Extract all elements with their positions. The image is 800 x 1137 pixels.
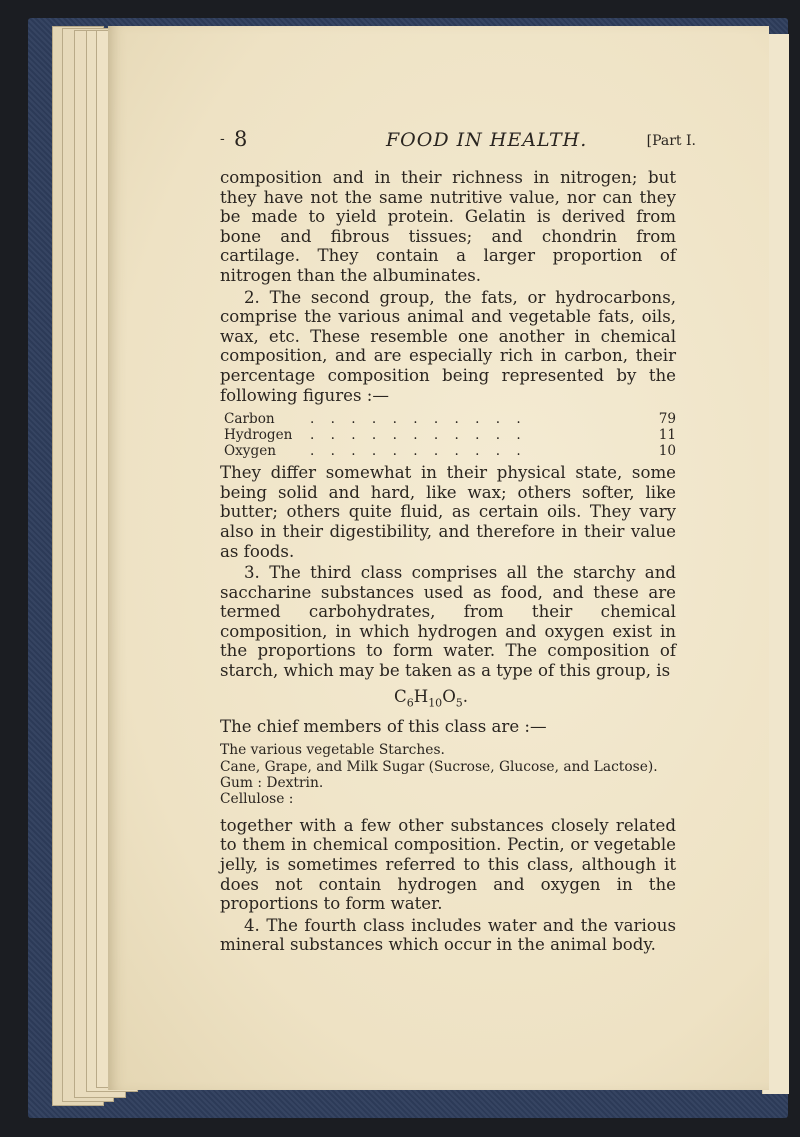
table-label: Carbon xyxy=(224,411,275,428)
table-value: 79 xyxy=(658,411,676,428)
list-item: The various vegetable Starches. xyxy=(220,742,445,759)
leader-dots: . . . . . . . . . . . xyxy=(310,443,527,460)
formula-part: H xyxy=(413,686,429,706)
table-label: Hydrogen xyxy=(224,427,293,444)
list-item: Cellulose : xyxy=(220,791,294,808)
paragraph: The chief members of this class are :— xyxy=(220,716,547,736)
leader-dots: . . . . . . . . . . . xyxy=(310,427,527,444)
paragraph: 4. The fourth class includes water and the various mineral substances which occur in the animal body. xyxy=(220,915,676,955)
table-value: 11 xyxy=(658,427,676,444)
paragraph: composition and in their richness in nitrogen; but they have not the same nutritive value, nor can they be made to yield protein. Gelatin is derived from bone and fibrous tissues; and chondrin from cartilage. They contain a larger proportion of nitrogen than the albuminates. xyxy=(220,168,676,285)
table-value: 10 xyxy=(658,443,676,460)
table-row xyxy=(224,411,676,427)
list-item: Gum : Dextrin. xyxy=(220,774,324,791)
paragraph: together with a few other substances closely related to them in chemical composition. Pectin, or vegetable jelly, is sometimes referred to this class, although it does not contain hydrogen and oxygen in the proportions to form water. xyxy=(220,815,676,914)
page-body xyxy=(220,168,676,955)
formula-part: O xyxy=(442,686,456,706)
paragraph: 2. The second group, the fats, or hydrocarbons, comprise the various animal and vegetable fats, oils, wax, etc. These resemble one another in chemical composition, and are especially rich in carbon, their percentage composition being represented by the following figures :— xyxy=(220,287,676,405)
leader-dots: . . . . . . . . . . . xyxy=(310,411,527,428)
running-title: FOOD IN HEALTH. xyxy=(386,129,588,151)
table-label: Oxygen xyxy=(224,443,276,460)
table-row xyxy=(224,443,676,459)
composition-table xyxy=(224,411,676,459)
part-label: [Part I. xyxy=(646,133,696,149)
formula-subscript: 10 xyxy=(428,695,443,709)
carbohydrate-list xyxy=(220,742,676,808)
starch-formula xyxy=(220,687,676,713)
page-number: 8 xyxy=(234,127,248,151)
paragraph: They differ somewhat in their physical state, some being solid and hard, like wax; others softer, like butter; others quite fluid, as certain oils. They vary also in their digestibility, and therefore in their value as foods. xyxy=(220,463,676,561)
table-row xyxy=(224,427,676,443)
formula-part: . xyxy=(462,686,469,706)
margin-mark: - xyxy=(220,131,225,147)
page-header xyxy=(220,127,696,151)
formula-subscript: 5 xyxy=(455,695,463,709)
formula-subscript: 6 xyxy=(406,695,414,709)
formula-part: C xyxy=(394,686,407,706)
list-item: Cane, Grape, and Milk Sugar (Sucrose, Glucose, and Lactose). xyxy=(220,758,658,775)
paragraph: 3. The third class comprises all the starchy and saccharine substances used as food, and these are termed carbohydrates, from their chemical composition, in which hydrogen and oxygen exist in the proportions to form water. The composition of starch, which may be taken as a type of this group, is xyxy=(220,563,676,681)
